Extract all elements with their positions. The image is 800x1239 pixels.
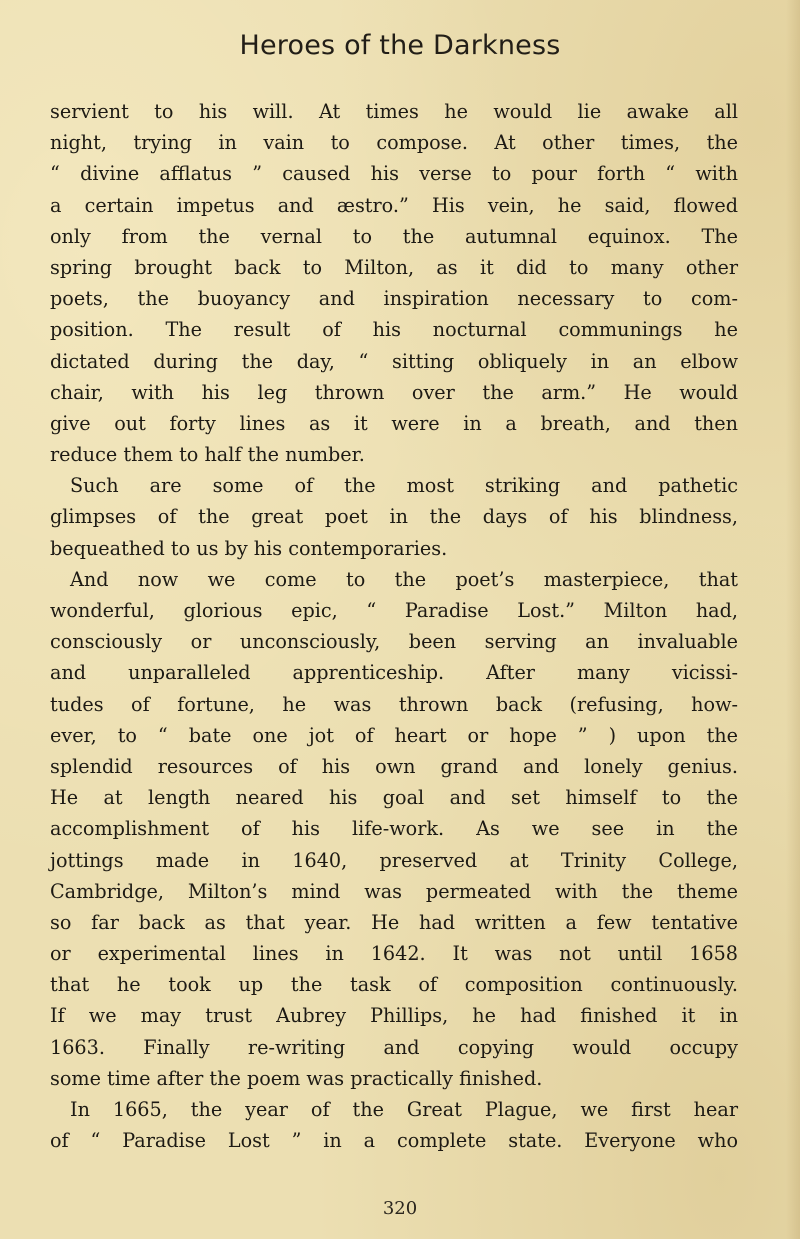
text-line: If we may trust Aubrey Phillips, he had finished it in	[50, 1004, 738, 1028]
text-line: Such are some of the most striking and pathetic	[70, 474, 738, 498]
page-edge-shadow	[786, 0, 800, 1239]
text-line: chair, with his leg thrown over the arm.” He would	[50, 380, 738, 404]
text-line: night, trying in vain to compose. At other times, the	[50, 131, 738, 155]
text-line: bequeathed to us by his contemporaries.	[50, 536, 448, 560]
text-line: a certain impetus and æstro.” His vein, he said, flowed	[50, 193, 738, 217]
text-line: ever, to “ bate one jot of heart or hope ” ) upon the	[50, 723, 738, 747]
text-line: Cambridge, Milton’s mind was permeated with the theme	[50, 879, 738, 903]
text-line: some time after the poem was practically finished.	[50, 1066, 543, 1090]
text-line: position. The result of his nocturnal communings he	[50, 318, 738, 342]
page-number: 320	[382, 1198, 418, 1219]
body-text	[50, 96, 738, 1156]
text-line: reduce them to half the number.	[50, 443, 365, 467]
text-line: consciously or unconsciously, been serving an invaluable	[50, 630, 738, 654]
text-line: give out forty lines as it were in a breath, and then	[50, 411, 738, 435]
text-line: spring brought back to Milton, as it did to many other	[50, 255, 738, 279]
text-line: glimpses of the great poet in the days of his blindness,	[50, 505, 738, 529]
text-line: 1663. Finally re-writing and copying would occupy	[50, 1035, 738, 1059]
text-line: and unparalleled apprenticeship. After many vicissi-	[50, 661, 738, 685]
text-line: so far back as that year. He had written a few tentative	[50, 910, 738, 934]
text-line: He at length neared his goal and set himself to the	[50, 786, 738, 810]
running-head: Heroes of the Darkness	[239, 30, 561, 61]
text-line: of “ Paradise Lost ” in a complete state. Everyone who	[50, 1129, 738, 1153]
text-line: poets, the buoyancy and inspiration necessary to com-	[50, 287, 738, 311]
text-line: And now we come to the poet’s masterpiece, that	[70, 567, 738, 591]
text-line: wonderful, glorious epic, “ Paradise Lost.” Milton had,	[50, 599, 738, 622]
text-line: accomplishment of his life-work. As we see in the	[50, 817, 738, 841]
text-line: tudes of fortune, he was thrown back (refusing, how-	[50, 692, 738, 716]
text-line: or experimental lines in 1642. It was not until 1658	[50, 942, 738, 966]
text-line: In 1665, the year of the Great Plague, we first hear	[70, 1098, 738, 1121]
text-line: dictated during the day, “ sitting obliquely in an elbow	[50, 349, 738, 373]
text-line: splendid resources of his own grand and lonely genius.	[50, 754, 738, 778]
text-line: jottings made in 1640, preserved at Trinity College,	[50, 848, 738, 872]
text-line: only from the vernal to the autumnal equinox. The	[50, 224, 738, 248]
text-line: that he took up the task of composition continuously.	[50, 973, 738, 997]
text-line: servient to his will. At times he would lie awake all	[50, 100, 738, 123]
text-line: “ divine afflatus ” caused his verse to pour forth “ with	[50, 162, 738, 186]
